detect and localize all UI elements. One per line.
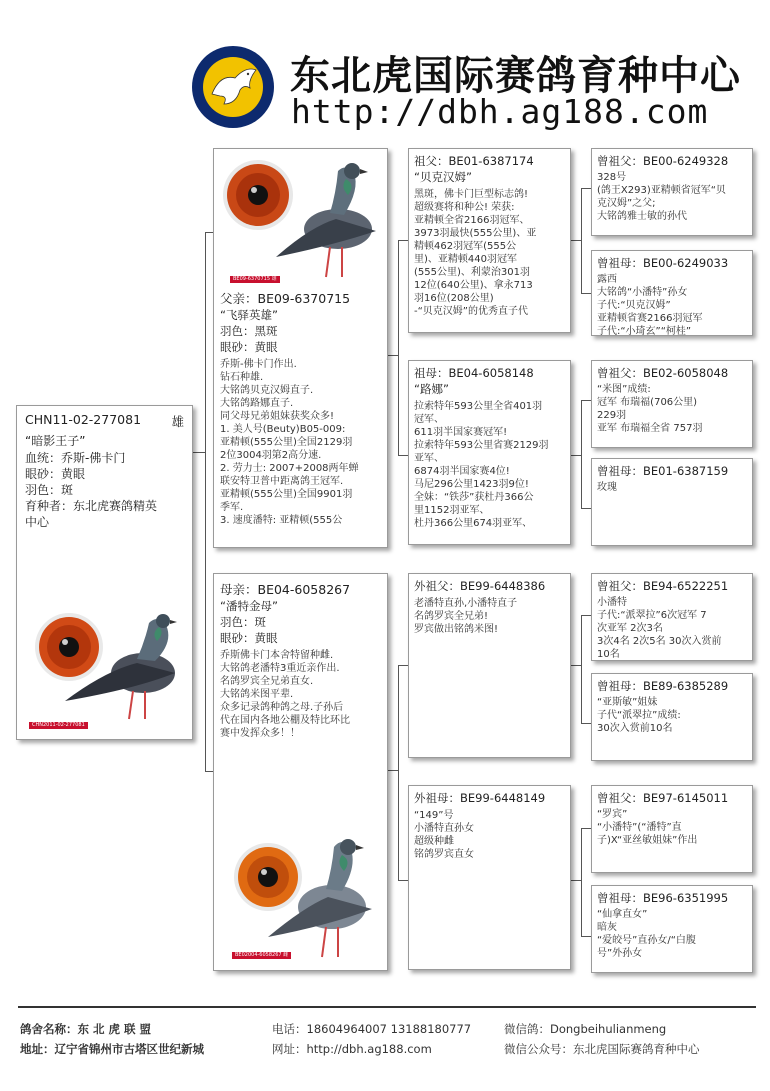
ggp-ring: 曾祖母：BE96-6351995 xyxy=(597,891,729,905)
father-desc-line: 2. 劳力士: 2007+2008两年蝉 xyxy=(220,463,359,474)
gp-ff-line: 超级赛将和种公! 荣获: xyxy=(414,202,515,213)
connector-line xyxy=(398,455,408,456)
gp-fm-line: 里1152羽亚军、 xyxy=(414,505,490,516)
connector-line xyxy=(205,232,206,772)
father-info xyxy=(220,289,385,527)
great-grandparent-card xyxy=(591,250,753,336)
ggp-line: 大铭鸽雅士敏的孙代 xyxy=(597,211,687,222)
great-grandparent-card xyxy=(591,673,753,761)
father-band-sex: 雄 xyxy=(271,276,277,282)
footer xyxy=(20,1018,756,1062)
footer-phone[interactable]: 电话：18604964007 13188180777 xyxy=(272,1022,472,1036)
great-grandparent-card xyxy=(591,885,753,973)
subject-info-line: 育种者：东北虎赛鸽精英 xyxy=(25,499,158,513)
ggp-line: 号”外孙女 xyxy=(597,948,643,959)
father-desc-line: 1. 美人号(Beuty)B05-009: xyxy=(220,424,346,435)
connector-line xyxy=(581,400,591,401)
mother-desc-line: 众多记录鸽种鸽之母.子孙后 xyxy=(220,702,344,713)
father-photo xyxy=(220,153,382,287)
subject-info xyxy=(25,450,184,530)
connector-line xyxy=(581,615,591,616)
father-desc-line: 同父母兄弟姐妹获奖众多! xyxy=(220,411,335,422)
father-desc-line: 3. 速度潘特: 亚精顿(555公 xyxy=(220,515,343,526)
gp-ff-line: -“贝克汉姆”的优秀直子代 xyxy=(414,306,528,317)
father-ring: 父亲：BE09-6370715 xyxy=(220,291,351,306)
header-title: 东北虎国际赛鸽育种中心 xyxy=(290,53,741,99)
ggp-line: 30次入赏前10名 xyxy=(597,723,673,734)
ggp-line: “小潘特”(“潘特”直 xyxy=(597,822,682,833)
ggp-line: “仙拿直女” xyxy=(597,909,648,920)
ggp-line: 10名 xyxy=(597,649,620,660)
ggp-ring: 曾祖父：BE00-6249328 xyxy=(597,154,729,168)
ggp-line: 子代:“小琦玄”“柯桂” xyxy=(597,326,692,336)
grandmother-paternal-card xyxy=(408,360,571,545)
gp-mm-ring: 外祖母：BE99-6448149 xyxy=(414,791,546,805)
mother-color: 羽色：斑 xyxy=(220,615,266,629)
great-grandparent-card xyxy=(591,360,753,448)
ggp-ring: 曾祖母：BE00-6249033 xyxy=(597,256,729,270)
ggp-ring: 曾祖父：BE97-6145011 xyxy=(597,791,729,805)
subject-sex: 雄 xyxy=(171,414,184,429)
connector-line xyxy=(571,455,581,456)
logo-emblem-icon xyxy=(190,44,276,130)
connector-line xyxy=(205,232,213,233)
connector-line xyxy=(388,770,398,771)
gp-ff-line: 亚精顿全省2166羽冠军、 xyxy=(414,215,530,226)
grandmother-maternal-card xyxy=(408,785,571,970)
father-desc-line: 季军. xyxy=(220,502,244,513)
footer-public: 微信公众号：东北虎国际赛鸽育种中心 xyxy=(504,1042,700,1056)
footer-wechat: 微信鸽：Dongbeihulianmeng xyxy=(504,1022,667,1036)
ggp-line: 暗灰 xyxy=(597,922,617,933)
ggp-line: 子)X“亚丝敏姐妹”作出 xyxy=(597,835,698,846)
connector-line xyxy=(398,665,408,666)
connector-line xyxy=(581,723,591,724)
ggp-line: 冠军 布瑞福(706公里) xyxy=(597,397,698,408)
ggp-line: 子代:“贝克汉姆” xyxy=(597,300,671,311)
gp-mf-line: 罗宾做出铭鸽米图! xyxy=(414,624,499,635)
connector-line xyxy=(581,400,582,508)
gp-ff-line: 羽16位(208公里) xyxy=(414,293,494,304)
connector-line xyxy=(398,240,408,241)
footer-loft: 鸽舍名称：东 北 虎 联 盟 xyxy=(20,1022,152,1036)
connector-line xyxy=(193,452,205,453)
father-desc-line: 乔斯-佛卡门作出. xyxy=(220,359,297,370)
grandfather-maternal-card xyxy=(408,573,571,758)
father-desc-line: 联安特卫普中距离鸽王冠军. xyxy=(220,476,344,487)
mother-name: “潘特金母” xyxy=(220,599,278,613)
connector-line xyxy=(581,828,582,936)
gp-ff-ring: 祖父：BE01-6387174 xyxy=(414,154,534,168)
ggp-line: “爱皎号”直孙女/“白腹 xyxy=(597,935,696,946)
header-url[interactable]: http://dbh.ag188.com xyxy=(291,92,709,131)
father-desc-line: 亚精顿(555公里)全国9901羽 xyxy=(220,489,353,500)
mother-photo xyxy=(228,829,378,965)
subject-info-line: 血统：乔斯-佛卡门 xyxy=(25,451,126,465)
header-logo xyxy=(190,44,276,130)
gp-fm-name: “路娜” xyxy=(414,382,449,396)
pigeon-photo-icon xyxy=(228,829,378,965)
ggp-line: 亚军 布瑞福全省 757羽 xyxy=(597,423,703,434)
gp-fm-line: 马尼296公里1423羽9位! xyxy=(414,479,529,490)
mother-eye: 眼砂：黄眼 xyxy=(220,631,278,645)
footer-divider xyxy=(18,1006,756,1008)
mother-desc-line: 大铭鸽老潘特3重近亲作出. xyxy=(220,663,340,674)
mother-info xyxy=(220,580,385,740)
ggp-line: 3次4名 2次5名 30次入赏前 xyxy=(597,636,722,647)
mother-band xyxy=(232,952,291,959)
connector-line xyxy=(398,240,399,455)
gp-fm-line: 拉索特年593公里省赛2129羽 xyxy=(414,440,549,451)
ggp-line: “罗宾” xyxy=(597,809,628,820)
gp-fm-line: 全妹：“铁莎”获杜丹366公 xyxy=(414,492,534,503)
mother-desc-line: 大铭鸽米图平辈. xyxy=(220,689,294,700)
ggp-line: 克汉姆”之父; xyxy=(597,198,656,209)
mother-band-ring: BE02004-6058267 xyxy=(235,952,282,958)
gp-mm-line: 小潘特直孙女 xyxy=(414,823,474,834)
gp-mm-line: “149”号 xyxy=(414,810,454,821)
father-desc-line: 亚精顿(555公里)全国2129羽 xyxy=(220,437,353,448)
footer-address: 地址：辽宁省锦州市古塔区世纪新城 xyxy=(20,1042,204,1056)
connector-line xyxy=(581,828,591,829)
pigeon-photo-icon xyxy=(220,153,382,287)
subject-card xyxy=(16,405,193,740)
gp-ff-line: 精顿462羽冠军(555公 xyxy=(414,241,517,252)
subject-band: CHN2011-02-277081 xyxy=(29,722,88,729)
mother-card xyxy=(213,573,388,971)
father-card xyxy=(213,148,388,548)
gp-mf-line: 名鸽罗宾全兄弟! xyxy=(414,611,489,622)
connector-line xyxy=(571,240,581,241)
gp-fm-line: 611羽半国家赛冠军! xyxy=(414,427,508,438)
subject-info-line: 眼砂：黄眼 xyxy=(25,467,86,481)
subject-name: “暗影王子” xyxy=(25,434,86,448)
mother-desc-line: 乔斯佛卡门本舍特留种雌. xyxy=(220,650,334,661)
ggp-line: 子代:“派翠拉”6次冠军 7 xyxy=(597,610,707,621)
gp-fm-line: 亚军、 xyxy=(414,453,444,464)
subject-photo xyxy=(25,601,185,731)
connector-line xyxy=(581,508,591,509)
gp-ff-line: (555公里)、利蒙治301羽 xyxy=(414,267,530,278)
ggp-line: 子代“派翠拉”成绩: xyxy=(597,710,681,721)
gp-ff-line: 里)、亚精顿440羽冠军 xyxy=(414,254,517,265)
mother-ring: 母亲：BE04-6058267 xyxy=(220,582,351,597)
gp-mf-ring: 外祖父：BE99-6448386 xyxy=(414,579,546,593)
ggp-line: “米图”成绩: xyxy=(597,384,651,395)
father-eye: 眼砂：黄眼 xyxy=(220,340,278,354)
ggp-line: “亚斯敏”姐妹 xyxy=(597,697,658,708)
subject-info-line: 中心 xyxy=(25,515,50,529)
mother-desc-line: 赛中发挥众多！！ xyxy=(220,728,300,739)
pigeon-photo-icon xyxy=(25,601,185,731)
father-band xyxy=(230,276,280,283)
great-grandparent-card xyxy=(591,458,753,546)
connector-line xyxy=(205,771,213,772)
ggp-line: 露西 xyxy=(597,274,617,285)
gp-mf-line: 老潘特直孙,小潘特直子 xyxy=(414,598,518,609)
ggp-ring: 曾祖母：BE01-6387159 xyxy=(597,464,729,478)
ggp-line: 大铭鸽“小潘特”孙女 xyxy=(597,287,688,298)
gp-fm-line: 杜丹366公里674羽亚军、 xyxy=(414,518,533,529)
gp-ff-name: “贝克汉姆” xyxy=(414,170,472,184)
great-grandparent-card xyxy=(591,148,753,236)
gp-ff-line: 12位(640公里)、拿永713 xyxy=(414,280,533,291)
subject-ring: CHN11-02-277081 xyxy=(25,412,142,427)
subject-info-line: 羽色：斑 xyxy=(25,483,74,497)
gp-ff-line: 黑斑，佛卡门巨型标志鸽! xyxy=(414,189,529,200)
connector-line xyxy=(398,665,399,880)
connector-line xyxy=(581,188,591,189)
ggp-line: 328号 xyxy=(597,172,627,183)
connector-line xyxy=(581,615,582,723)
connector-line xyxy=(398,880,408,881)
mother-desc-line: 名鸽罗宾全兄弟直女. xyxy=(220,676,314,687)
father-band-ring: BE09-6370715 xyxy=(233,276,271,282)
ggp-line: 次亚军 2次3名 xyxy=(597,623,663,634)
grandfather-paternal-card xyxy=(408,148,571,333)
father-name: “飞驿英雄” xyxy=(220,308,278,322)
mother-desc-line: 代在国内各地公棚及特比环比 xyxy=(220,715,350,726)
gp-mm-line: 铭鸽罗宾直女 xyxy=(414,849,474,860)
ggp-ring: 曾祖母：BE89-6385289 xyxy=(597,679,729,693)
father-desc-line: 大铭鸽路娜直子. xyxy=(220,398,294,409)
great-grandparent-card xyxy=(591,785,753,873)
father-desc-line: 大铭鸽贝克汉姆直子. xyxy=(220,385,314,396)
great-grandparent-card xyxy=(591,573,753,661)
connector-line xyxy=(581,188,582,293)
subject-ring-row xyxy=(25,412,184,430)
gp-fm-line: 拉索特年593公里全省401羽 xyxy=(414,401,543,412)
ggp-line: 玫瑰 xyxy=(597,482,617,493)
father-desc-line: 2位3004羽第2高分速. xyxy=(220,450,322,461)
gp-fm-line: 6874羽半国家赛4位! xyxy=(414,466,510,477)
gp-mm-line: 超级种雌 xyxy=(414,836,454,847)
ggp-ring: 曾祖父：BE02-6058048 xyxy=(597,366,729,380)
connector-line xyxy=(571,880,581,881)
connector-line xyxy=(388,355,398,356)
ggp-line: 亚精顿省赛2166羽冠军 xyxy=(597,313,703,324)
ggp-line: 小潘特 xyxy=(597,597,627,608)
connector-line xyxy=(581,293,591,294)
ggp-ring: 曾祖父：BE94-6522251 xyxy=(597,579,729,593)
gp-fm-ring: 祖母：BE04-6058148 xyxy=(414,366,534,380)
footer-site[interactable]: 网址：http://dbh.ag188.com xyxy=(272,1042,432,1056)
ggp-line: 229羽 xyxy=(597,410,627,421)
father-color: 羽色：黑斑 xyxy=(220,324,278,338)
gp-fm-line: 冠军、 xyxy=(414,414,444,425)
father-desc-line: 钻石种雄. xyxy=(220,372,264,383)
gp-ff-line: 3973羽最快(555公里)、亚 xyxy=(414,228,537,239)
connector-line xyxy=(581,936,591,937)
ggp-line: (鸽王X293)亚精顿省冠军“贝 xyxy=(597,185,726,196)
connector-line xyxy=(571,665,581,666)
mother-band-sex: 雌 xyxy=(283,952,289,958)
